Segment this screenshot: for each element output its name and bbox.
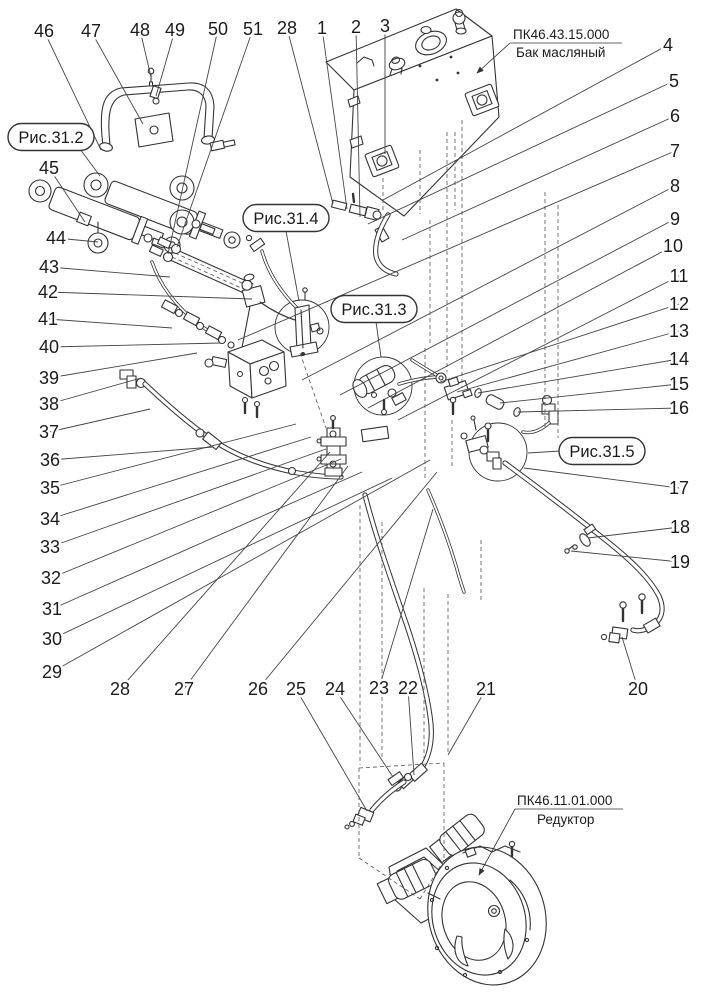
svg-text:Рис.31.5: Рис.31.5 [569, 443, 635, 461]
callout-27: 27 [173, 679, 195, 699]
leader-line-12 [440, 304, 679, 382]
callout-51: 51 [242, 19, 264, 39]
leader-line-24 [335, 689, 393, 777]
callout-25: 25 [285, 679, 307, 699]
hose-to-reducer [345, 490, 464, 829]
callout-32: 32 [40, 568, 62, 588]
adapter-fittings [152, 262, 234, 348]
callout-19: 19 [669, 552, 691, 572]
fitting-chain [412, 360, 558, 433]
leader-line-35 [50, 424, 296, 488]
figure-ref-Рис.31.5 [528, 438, 645, 465]
leader-line-25 [296, 689, 367, 811]
figure-ref-Рис.31.3 [331, 296, 417, 358]
long-hose-right [505, 463, 662, 644]
tank-part-name: Бак масляный [516, 45, 606, 60]
tank-part-number: ПК46.43.15.000 [513, 27, 610, 42]
reducer-part-number: ПК46.11.01.000 [517, 793, 613, 808]
callout-23: 23 [368, 678, 390, 698]
callout-42: 42 [37, 282, 59, 302]
callout-30: 30 [41, 629, 63, 649]
callout-9: 9 [669, 209, 681, 229]
leader-line-38 [49, 378, 141, 404]
callout-14: 14 [668, 349, 690, 369]
callout-34: 34 [39, 509, 61, 529]
callout-6: 6 [669, 106, 681, 126]
callout-5: 5 [668, 71, 680, 91]
callout-1: 1 [316, 18, 328, 38]
callout-17: 17 [668, 478, 690, 498]
callout-11: 11 [669, 266, 689, 286]
callout-7: 7 [669, 141, 681, 161]
leader-line-26 [258, 472, 437, 689]
callout-50: 50 [207, 19, 229, 39]
callout-43: 43 [38, 257, 60, 277]
leader-line-11 [398, 276, 679, 420]
leader-line-23 [379, 509, 433, 688]
callout-18: 18 [669, 517, 691, 537]
callout-47: 47 [80, 21, 102, 41]
leader-line-8 [302, 186, 675, 380]
leader-line-19 [571, 551, 680, 562]
leader-line-51 [177, 29, 253, 247]
callout-39: 39 [38, 368, 60, 388]
callout-37: 37 [38, 422, 60, 442]
callout-45: 45 [38, 158, 60, 178]
leader-line-27 [184, 466, 348, 689]
callout-22: 22 [397, 678, 419, 698]
callout-13: 13 [668, 321, 690, 341]
valve-block [205, 340, 286, 417]
projection-lines [300, 120, 558, 899]
svg-text:Рис.31.3: Рис.31.3 [341, 301, 407, 319]
callout-38: 38 [38, 394, 60, 414]
callout-8: 8 [669, 176, 681, 196]
callout-4: 4 [662, 35, 674, 55]
svg-text:Рис.31.2: Рис.31.2 [18, 129, 84, 147]
leader-line-22 [408, 688, 414, 775]
callout-36: 36 [39, 450, 61, 470]
callout-31: 31 [41, 599, 63, 619]
leader-line-41 [48, 319, 172, 328]
callout-33: 33 [39, 537, 61, 557]
leader-line-31 [52, 472, 362, 609]
leader-line-18 [588, 527, 680, 538]
oil-tank [326, 9, 499, 274]
callout-40: 40 [38, 337, 60, 357]
callout-35: 35 [39, 478, 61, 498]
reducer-part-name: Редуктор [537, 812, 595, 827]
leader-line-36 [50, 447, 213, 460]
callout-2: 2 [350, 17, 362, 37]
callout-3: 3 [379, 16, 391, 36]
callout-20: 20 [627, 679, 649, 699]
leader-line-42 [48, 292, 252, 299]
svg-text:Рис.31.4: Рис.31.4 [253, 210, 319, 228]
callout-10: 10 [662, 236, 684, 256]
leader-line-33 [50, 449, 326, 547]
leader-line-40 [49, 343, 220, 347]
t-manifold [317, 416, 389, 476]
callout-28: 28 [276, 18, 298, 38]
leader-line-17 [524, 468, 679, 488]
leader-line-15 [500, 384, 679, 403]
callout-12: 12 [668, 294, 690, 314]
leader-line-47 [91, 31, 143, 124]
callout-26: 26 [247, 679, 269, 699]
callout-49: 49 [164, 20, 186, 40]
callout-48: 48 [129, 20, 151, 40]
leader-line-10 [368, 246, 673, 408]
callout-29: 29 [41, 662, 63, 682]
leader-line-14 [478, 359, 679, 393]
reducer [376, 811, 563, 1000]
machine-drawing [29, 9, 662, 1000]
callout-24: 24 [324, 679, 346, 699]
callout-21: 21 [475, 679, 497, 699]
leader-line-37 [49, 409, 150, 432]
callout-16: 16 [668, 398, 690, 418]
callout-46: 46 [33, 21, 55, 41]
leader-line-29 [52, 460, 430, 672]
callout-28: 28 [109, 679, 131, 699]
callout-41: 41 [37, 309, 59, 329]
callout-15: 15 [668, 374, 690, 394]
callout-44: 44 [45, 228, 67, 248]
leader-line-43 [49, 267, 170, 277]
